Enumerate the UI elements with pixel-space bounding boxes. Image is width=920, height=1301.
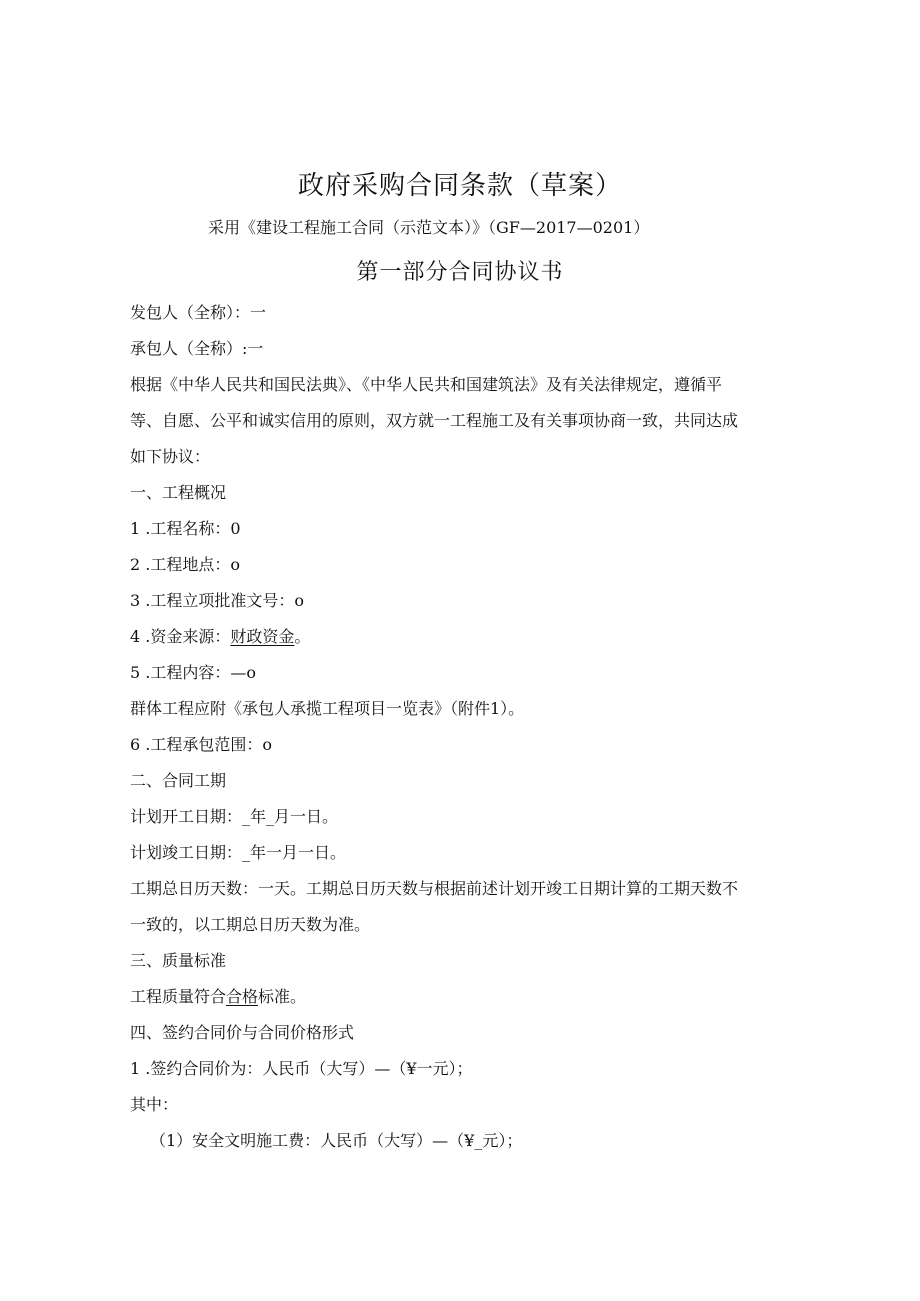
document-title: 政府采购合同条款（草案） xyxy=(297,171,622,201)
funding-source-value: 财政资金 xyxy=(230,627,295,646)
contractor-line: 承包人（全称）:一 xyxy=(130,339,264,358)
contract-scope-line: 6 .工程承包范围：o xyxy=(130,735,272,754)
planned-end-line: 计划竣工日期：_年一月一日。 xyxy=(130,843,347,862)
project-approval-line: 3 .工程立项批准文号：o xyxy=(130,591,304,610)
project-location-line: 2 .工程地点：o xyxy=(130,555,240,574)
funding-source-label: 4 .资金来源： xyxy=(130,627,231,646)
intro-line-2: 等、自愿、公平和诚实信用的原则，双方就一工程施工及有关事项协商一致，共同达成 xyxy=(130,411,739,430)
group-project-line: 群体工程应附《承包人承揽工程项目一览表》（附件1）。 xyxy=(130,699,525,718)
section-2-heading: 二、合同工期 xyxy=(130,771,227,790)
quality-standard-line xyxy=(130,985,306,1009)
funding-source-suffix: 。 xyxy=(294,627,311,646)
total-days-line-2: 一致的，以工期总日历天数为准。 xyxy=(130,915,371,934)
part-title: 第一部分合同协议书 xyxy=(356,260,564,285)
funding-source-line xyxy=(130,625,310,649)
among-which-line: 其中： xyxy=(130,1095,179,1114)
safety-fee-line: （1）安全文明施工费：人民币（大写）—（¥_元）； xyxy=(150,1131,523,1150)
section-4-heading: 四、签约合同价与合同价格形式 xyxy=(130,1023,355,1042)
intro-line-3: 如下协议： xyxy=(130,447,211,466)
planned-start-line: 计划开工日期：_年_月一日。 xyxy=(130,807,339,826)
total-days-line-1: 工期总日历天数：一天。工期总日历天数与根据前述计划开竣工日期计算的工期天数不 xyxy=(130,879,739,898)
contract-price-line: 1 .签约合同价为：人民币（大写）—（¥一元）； xyxy=(130,1059,473,1078)
section-3-heading: 三、质量标准 xyxy=(130,951,227,970)
project-content-line: 5 .工程内容：—o xyxy=(130,663,256,682)
project-name-line: 1 .工程名称：0 xyxy=(130,519,241,538)
quality-standard-suffix: 标准。 xyxy=(258,987,307,1006)
section-1-heading: 一、工程概况 xyxy=(130,483,227,502)
intro-line-1: 根据《中华人民共和国民法典》、《中华人民共和国建筑法》及有关法律规定，遵循平 xyxy=(130,375,723,394)
employer-line: 发包人（全称）：一 xyxy=(130,303,267,322)
quality-standard-label: 工程质量符合 xyxy=(130,987,227,1006)
document-subtitle: 采用《建设工程施工合同（示范文本）》（GF—2017—0201） xyxy=(208,218,650,237)
quality-standard-value: 合格 xyxy=(226,987,259,1006)
